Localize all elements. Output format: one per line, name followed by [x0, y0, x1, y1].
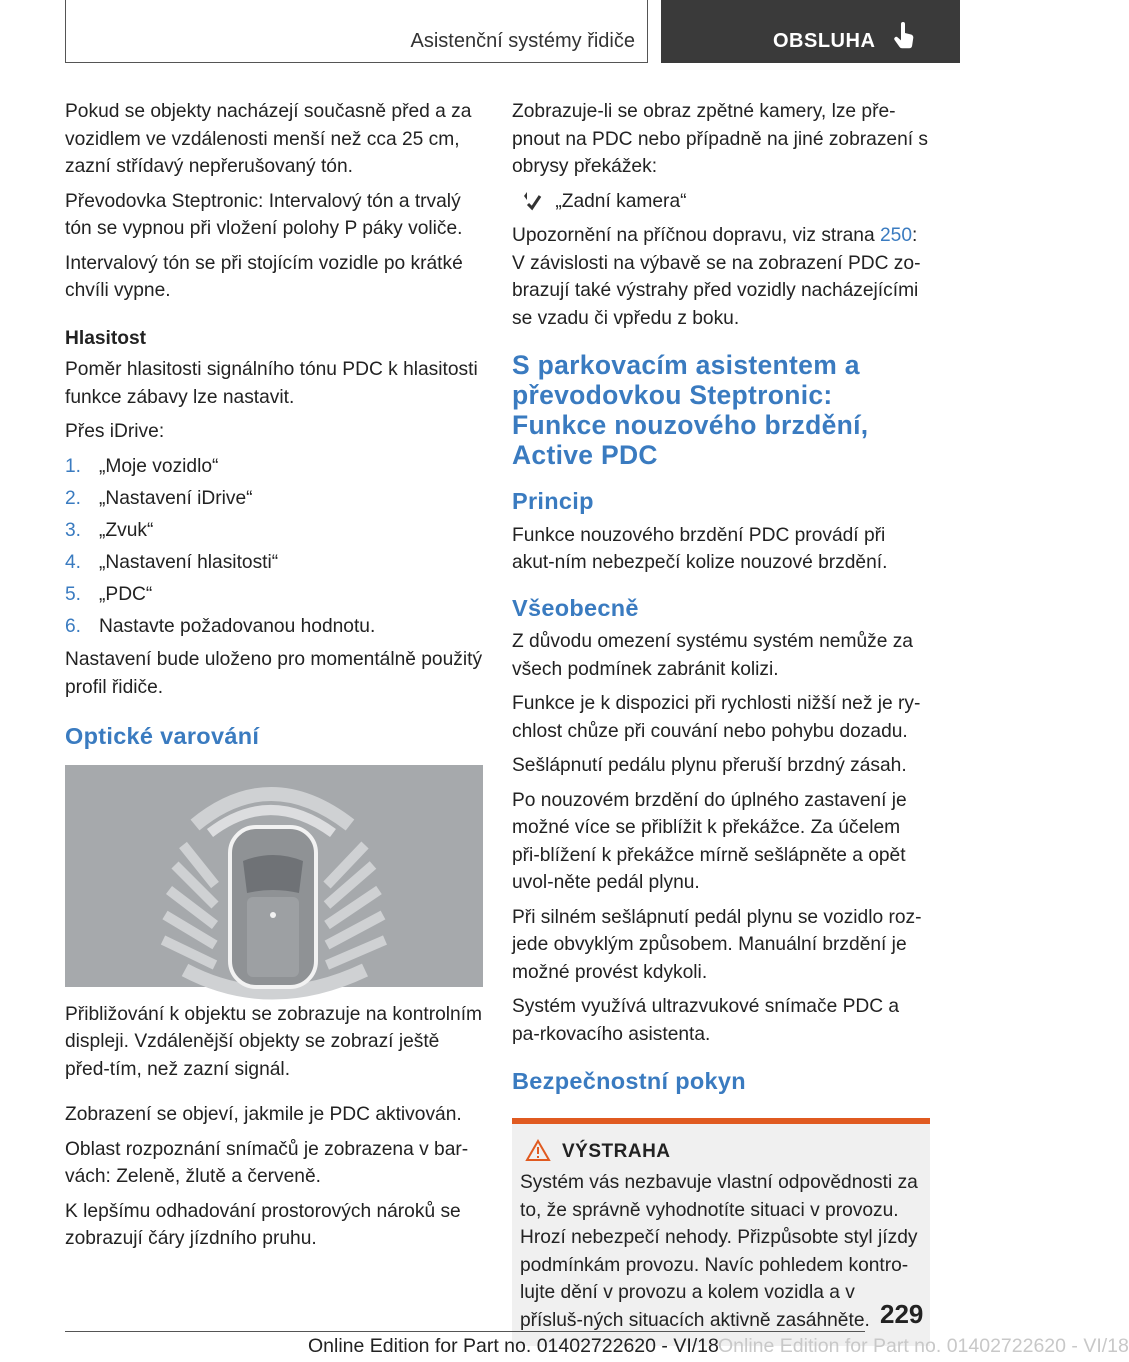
paragraph: Funkce nouzového brzdění PDC provádí při akut-ním nebezpečí kolize nouzové brzdění. [512, 524, 888, 573]
camera-menu-item [512, 188, 930, 216]
chapter-label: OBSLUHA [773, 30, 876, 52]
warning-box [512, 1118, 930, 1347]
left-column [65, 98, 483, 1260]
section-title: Asistenční systémy řidiče [410, 30, 635, 52]
text: Upozornění na příčnou dopravu, viz strana [512, 225, 875, 246]
step-text: „PDC“ [99, 583, 153, 605]
paragraph: Přes iDrive: [65, 421, 165, 442]
page-number: 229 [880, 1299, 924, 1329]
list-item [65, 453, 483, 481]
step-number: 3. [65, 519, 82, 541]
list-item [65, 485, 483, 513]
pdc-display-illustration [65, 765, 483, 987]
rear-camera-icon [516, 190, 542, 210]
general-heading: Všeobecně [512, 594, 639, 621]
step-number: 5. [65, 583, 82, 605]
chapter-tab [661, 0, 960, 63]
paragraph: Oblast rozpoznání snímačů je zobrazena v bar-vách: Zeleně, žlutě a červeně. [65, 1138, 469, 1188]
warning-triangle-icon [526, 1140, 550, 1161]
paragraph: Převodovka Steptronic: Intervalový tón a trvalý tón se vypnou při vložení polohy P páky voliče. [65, 190, 463, 239]
principle-heading: Princip [512, 488, 594, 514]
paragraph: Zobrazuje-li se obraz zpětné kamery, lze pře-pnout na PDC nebo případně na jiné zobrazení s obrysy překážek: [512, 101, 929, 177]
step-text: „Moje vozidlo“ [99, 455, 219, 477]
step-number: 6. [65, 615, 82, 637]
paragraph: Po nouzovém brzdění do úplného zastavení je možné více se přiblížit k překážce. Za účelem při-blížení k překážce mírně sešlápněte a opět uvol-něte pedál plynu. [512, 789, 907, 893]
paragraph: Nastavení bude uloženo pro momentálně použitý profil řidiče. [65, 649, 483, 698]
list-item [65, 549, 483, 577]
paragraph [512, 222, 930, 332]
paragraph: Zobrazení se objeví, jakmile je PDC aktivován. [65, 1104, 462, 1126]
step-number: 1. [65, 455, 82, 477]
step-text: „Nastavení iDrive“ [99, 487, 253, 509]
pointing-hand-icon [893, 22, 915, 50]
figure-caption: Přibližování k objektu se zobrazuje na kontrolním displeji. Vzdálenější objekty se zobrazí ještě před-tím, než zazní signál. [65, 1003, 483, 1080]
paragraph: Funkce je k dispozici při rychlosti nižší než je ry-chlost chůze při couvání nebo pohybu dozadu. [512, 693, 921, 742]
right-column [512, 98, 930, 1346]
paragraph: Z důvodu omezení systému systém nemůže za všech podmínek zabránit kolizi. [512, 631, 913, 680]
paragraph: Pokud se objekty nacházejí současně před a za vozidlem ve vzdálenosti menší než cca 25 cm, zazní střídavý nepřerušovaný tón. [65, 101, 472, 177]
idrive-steps-list [65, 453, 483, 641]
header-section-box [65, 0, 648, 63]
warning-text: Systém vás nezbavuje vlastní odpovědnosti za to, že správně vyhodnotíte situaci v provozu. Hrozí nebezpečí nehody. Přizpůsobte styl jízdy podmínkám provozu. Navíc pohledem kontro-lujte dění v provozu a kolem vozidla a v přísluš-ných situacích aktivně zasáhněte. [520, 1172, 918, 1331]
pdc-car-sensor-graphic [65, 765, 483, 987]
step-number: 4. [65, 551, 82, 573]
paragraph: Sešlápnutí pedálu plynu přeruší brzdný zásah. [512, 755, 907, 776]
watermark: Online Edition for Part no. 01402722620 - VI/18 [718, 1335, 1129, 1357]
paragraph: Systém využívá ultrazvukové snímače PDC a pa-rkovacího asistenta. [512, 996, 900, 1045]
warning-header [562, 1138, 922, 1166]
list-item [65, 581, 483, 609]
page-link[interactable]: 250 [880, 225, 913, 246]
paragraph: K lepšímu odhadování prostorových nároků se zobrazují čáry jízdního pruhu. [65, 1200, 461, 1250]
step-text: „Nastavení hlasitosti“ [99, 551, 279, 573]
step-text: „Zvuk“ [99, 519, 154, 541]
volume-heading: Hlasitost [65, 327, 147, 349]
text: : V závislosti na výbavě se na zobrazení PDC zo-brazují také výstrahy před vozidly nacházejícími se vzadu či vpředu z boku. [512, 225, 921, 329]
footer-divider [65, 1331, 865, 1332]
list-item [65, 517, 483, 545]
safety-heading: Bezpečnostní pokyn [512, 1068, 746, 1094]
paragraph: Při silném sešlápnutí pedál plynu se vozidlo roz-jede obvyklým způsobem. Manuální brzdění je možné provést kdykoli. [512, 906, 922, 983]
list-item [65, 613, 483, 641]
step-text: Nastavte požadovanou hodnotu. [99, 615, 376, 637]
paragraph: Intervalový tón se při stojícím vozidle po krátké chvíli vypne. [65, 252, 463, 301]
paragraph: Poměr hlasitosti signálního tónu PDC k hlasitosti funkce zábavy lze nastavit. [65, 359, 478, 408]
optical-warning-heading: Optické varování [65, 723, 260, 750]
camera-item-label: „Zadní kamera“ [555, 190, 687, 212]
step-number: 2. [65, 487, 82, 509]
section-heading: S parkovacím asistentem a převodovkou Steptronic: Funkce nouzového brzdění, Active PDC [512, 350, 869, 470]
warning-title: VÝSTRAHA [562, 1140, 671, 1162]
edition-note: Online Edition for Part no. 01402722620 - VI/18 [308, 1335, 719, 1357]
